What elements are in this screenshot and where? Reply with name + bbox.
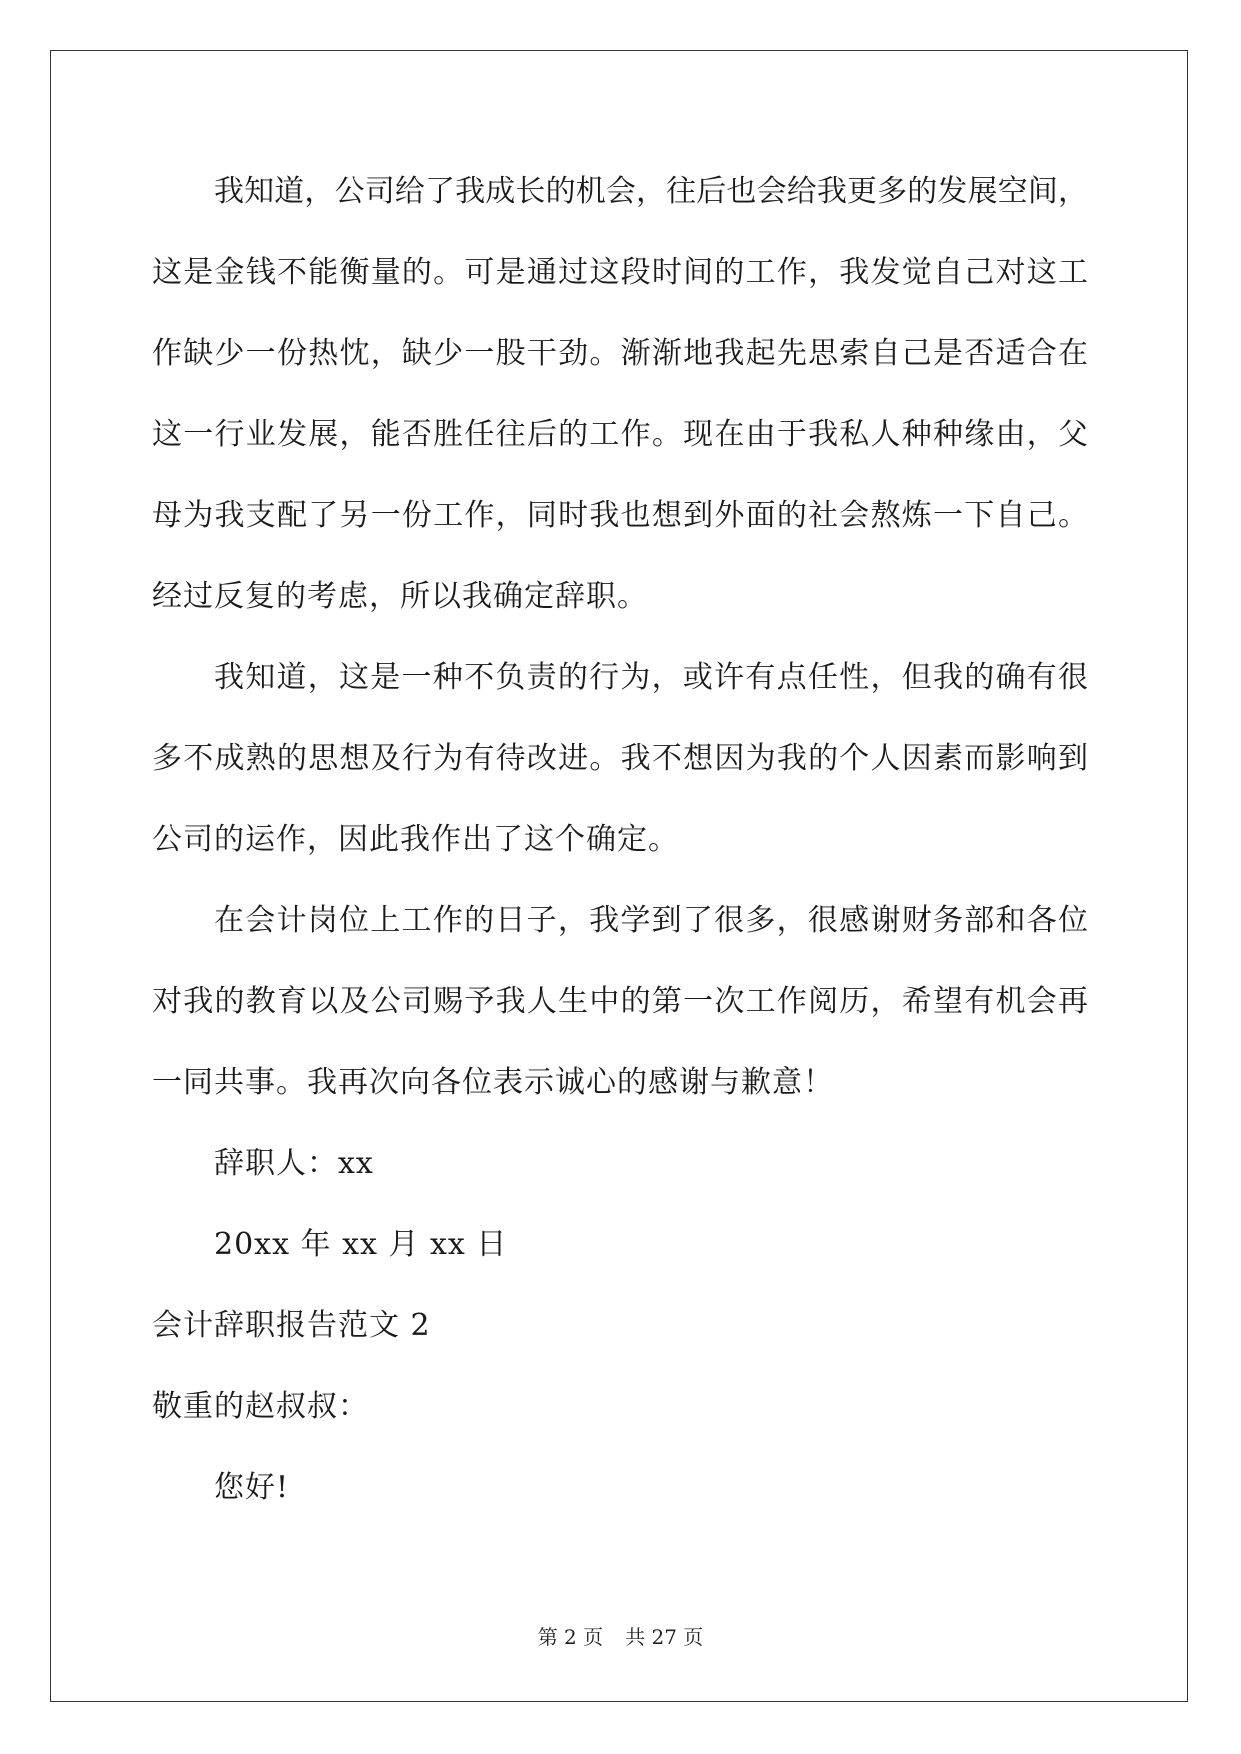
- paragraph-1-line-1: 我知道，公司给了我成长的机会，往后也会给我更多的发展空间，: [214, 174, 1088, 209]
- paragraph-3-line-3: 一同共事。我再次向各位表示诚心的感谢与歉意！: [152, 1065, 834, 1100]
- paragraph-2-line-3: 公司的运作，因此我作出了这个确定。: [152, 822, 679, 857]
- salutation: 敬重的赵叔叔：: [152, 1389, 369, 1424]
- paragraph-1-line-3: 作缺少一份热忱，缺少一股干劲。渐渐地我起先思索自己是否适合在: [152, 336, 1088, 371]
- page-total: 共 27 页: [625, 1625, 704, 1649]
- page-border: [50, 50, 1188, 1702]
- paragraph-1-line-2: 这是金钱不能衡量的。可是通过这段时间的工作，我发觉自己对这工: [152, 255, 1088, 290]
- paragraph-1-line-6: 经过反复的考虑，所以我确定辞职。: [152, 579, 648, 614]
- paragraph-2-line-1: 我知道，这是一种不负责的行为，或许有点任性，但我的确有很: [214, 660, 1088, 695]
- page-number: 第 2 页: [537, 1625, 604, 1649]
- paragraph-3-line-2: 对我的教育以及公司赐予我人生中的第一次工作阅历，希望有机会再: [152, 984, 1088, 1019]
- paragraph-1-line-5: 母为我支配了另一份工作，同时我也想到外面的社会熬炼一下自己。: [152, 498, 1088, 533]
- greeting: 您好!: [214, 1470, 290, 1505]
- paragraph-2-line-2: 多不成熟的思想及行为有待改进。我不想因为我的个人因素而影响到: [152, 741, 1088, 776]
- paragraph-3-line-1: 在会计岗位上工作的日子，我学到了很多，很感谢财务部和各位: [214, 903, 1088, 938]
- signature-line: 辞职人：xx: [214, 1146, 374, 1181]
- page-footer: [0, 1625, 1241, 1649]
- date-line: 20xx 年 xx 月 xx 日: [214, 1227, 508, 1262]
- section-title: 会计辞职报告范文 2: [152, 1308, 431, 1343]
- paragraph-1-line-4: 这一行业发展，能否胜任往后的工作。现在由于我私人种种缘由，父: [152, 417, 1088, 452]
